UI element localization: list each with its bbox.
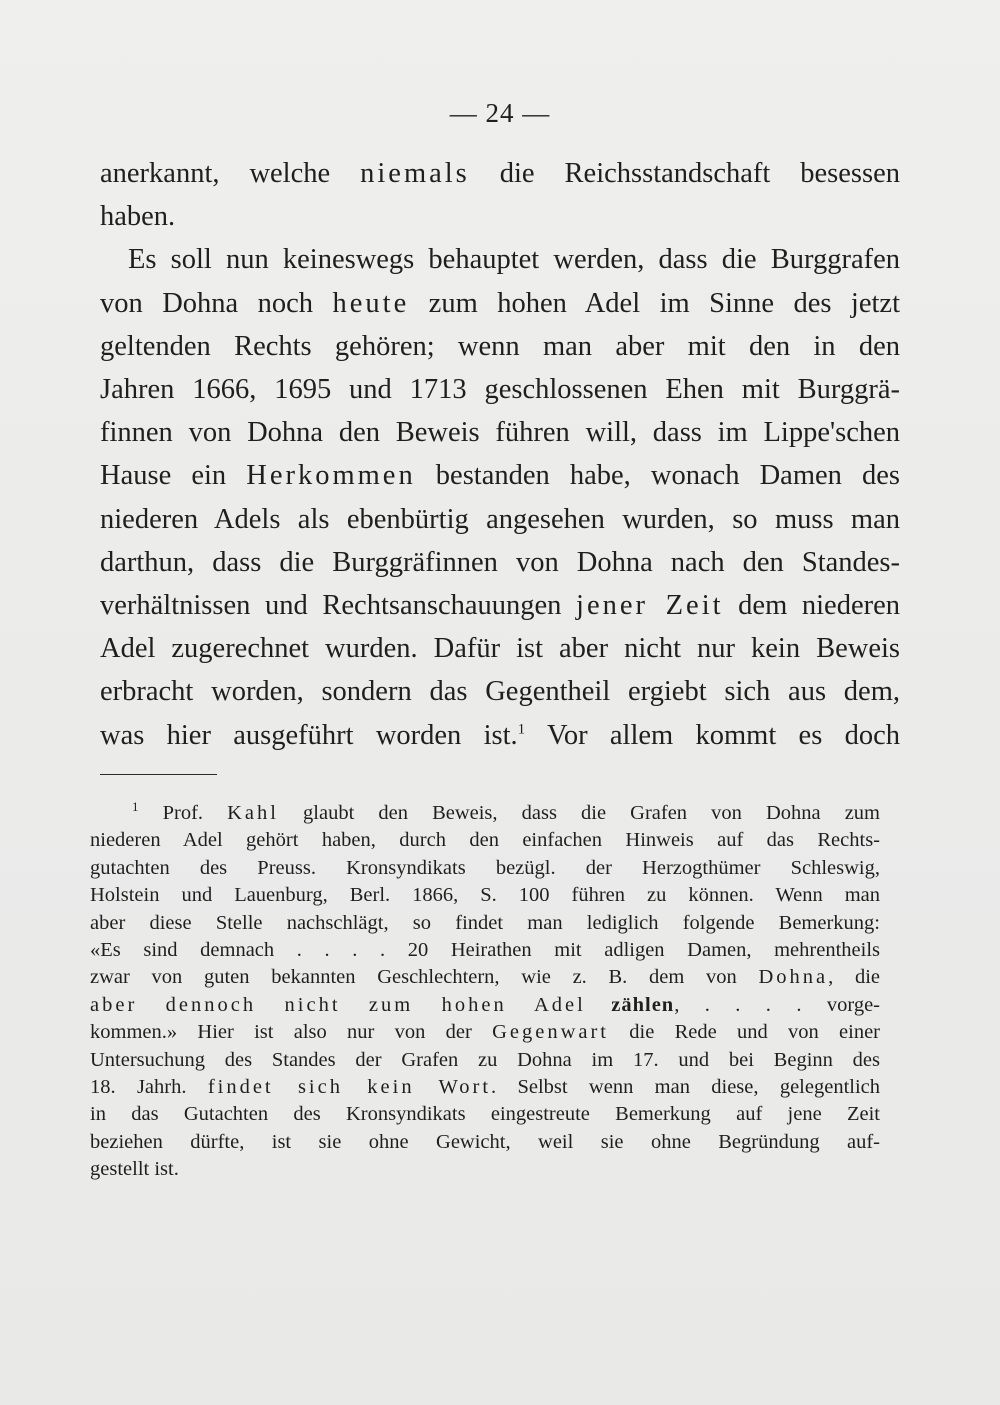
body-line: Es soll nun keineswegs behauptet werden, dass die Burggrafen [128,244,900,276]
footnote-line: aber dennoch nicht zum hohen Adel zählen, . . . . vorge- [90,993,880,1016]
body-line: erbracht worden, sondern das Gegentheil ergiebt sich aus dem, [100,676,900,708]
emphasized-word: Herkommen [246,460,416,492]
footnote-line: «Es sind demnach . . . . 20 Heirathen mit adligen Damen, mehrentheils [90,939,880,962]
emphasized-word: heute [332,287,410,319]
body-line: geltenden Rechts gehören; wenn man aber mit den in den [100,330,900,362]
body-line: Hause ein Herkommen bestanden habe, wonach Damen des [100,460,900,492]
body-line: darthun, dass die Burggräfinnen von Dohna nach den Standes- [100,546,900,578]
footnote-line: beziehen dürfte, ist sie ohne Gewicht, weil sie ohne Begründung auf- [90,1130,880,1153]
main-text-block [100,152,900,757]
emphasized-word: jener Zeit [576,590,724,622]
body-line: Jahren 1666, 1695 und 1713 geschlossenen Ehen mit Burggrä- [100,374,900,406]
emphasized-word: Dohna [758,966,829,989]
emphasized-phrase: findet sich kein Wort [207,1076,492,1099]
emphasized-phrase: aber dennoch nicht zum hohen Adel [90,993,586,1016]
footnote-line: aber diese Stelle nachschlägt, so findet man lediglich folgende Bemerkung: [90,911,880,934]
footnote-line: $^1$ Prof. Kahl glaubt den Beweis, dass die Grafen von Dohna zum [132,799,881,824]
footnote-line: 18. Jahrh. findet sich kein Wort. Selbst wenn man diese, gelegentlich [90,1076,881,1099]
bold-word: zählen [611,993,675,1016]
body-line: Adel zugerechnet wurden. Dafür ist aber nicht nur kein Beweis [100,633,900,665]
footnote-line: in das Gutachten des Kronsyndikats eingestreute Bemerkung auf jene Zeit [90,1103,880,1126]
footnote-reference: 1 [517,721,526,738]
page-number: — 24 — [449,98,551,128]
footnote-line: kommen.» Hier ist also nur von der Gegenwart die Rede und von einer [90,1021,880,1044]
body-line: anerkannt, welche niemals die Reichsstandschaft besessen [100,158,900,189]
footnote-block [90,800,880,1184]
footnote-marker: 1 [132,799,139,815]
body-line: haben. [100,201,176,233]
footnote-line: gutachten des Preuss. Kronsyndikats bezügl. der Herzogthümer Schleswig, [90,856,880,879]
footnote-line: niederen Adel gehört haben, durch den einfachen Hinweis auf das Rechts- [90,829,880,852]
footnote-line: gestellt ist. [90,1158,179,1181]
body-line: verhältnissen und Rechtsanschauungen jener Zeit dem niederen [100,590,900,622]
emphasized-word: niemals [360,158,470,189]
footnote-line: Holstein und Lauenburg, Berl. 1866, S. 100 führen zu können. Wenn man [90,884,880,907]
footnote-line: zwar von guten bekannten Geschlechtern, wie z. B. dem von Dohna, die [90,966,881,989]
footnote-separator [100,774,217,775]
body-line: finnen von Dohna den Beweis führen will, dass im Lippe'schen [100,417,900,449]
emphasized-word: Gegenwart [492,1021,610,1044]
body-line: niederen Adels als ebenbürtig angesehen wurden, so muss man [100,503,900,535]
emphasized-word: Kahl [227,802,279,824]
footnote-line: Untersuchung des Standes der Grafen zu Dohna im 17. und bei Beginn des [90,1048,880,1071]
body-line: von Dohna noch heute zum hohen Adel im Sinne des jetzt [100,287,900,319]
body-line: was hier ausgeführt worden ist.$^1$ Vor allem kommt es doch [100,719,900,751]
